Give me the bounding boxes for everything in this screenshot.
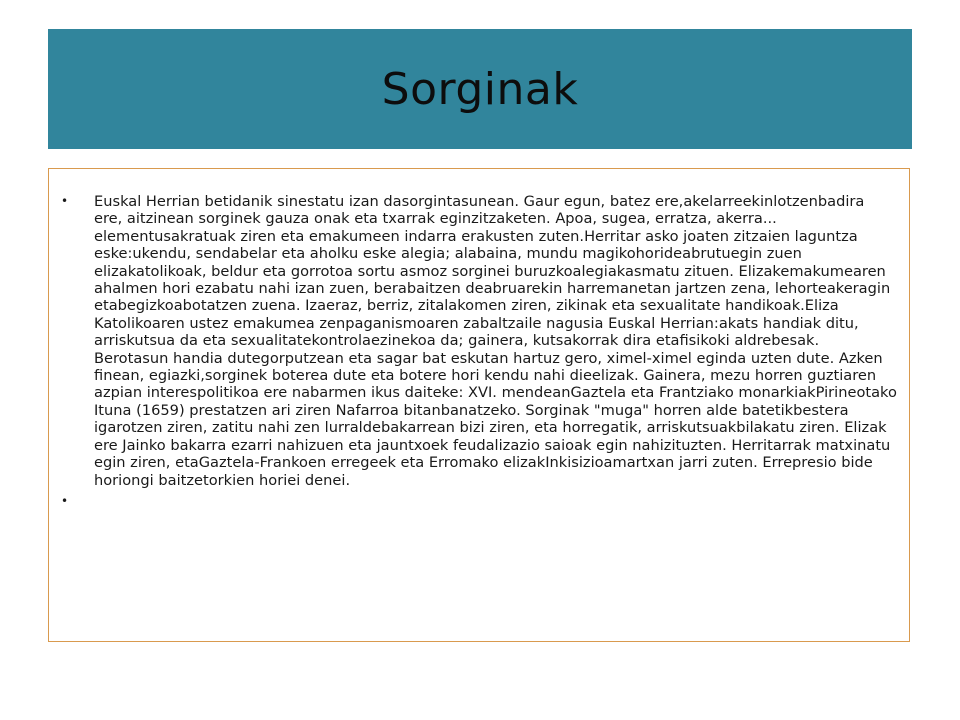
- bullet-text: Euskal Herrian betidanik sinestatu izan dasorgintasunean. Gaur egun, batez ere,akelarreekinlotzenbadira ere, aitzinean sorginek gauza onak eta txarrak eginzitzaketen. Apoa, sugea, erratza, akerra... elementusakratuak ziren eta emakumeen indarra erakusten zuten.Herritar asko joaten zitzaien laguntza eske:ukendu, sendabelar eta aholku eske alegia; alabaina, mundu magikohorideabrutuegin zuen elizakatolikoak, beldur eta gorrotoa sortu asmoz sorginei buruzkoalegiakasmatu zituen. Elizakemakumearen ahalmen hori ezabatu nahi izan zuen, berabaitzen deabruarekin harremanetan jartzen zena, lehorteakeragin etabegizkoabotatzen zuena. Izaeraz, berriz, zitalakomen ziren, zikinak eta sexualitate handikoak.Eliza Katolikoaren ustez emakumea zenpaganismoaren zabaltzaile nagusia Euskal Herrian:akats handiak ditu, arriskutsua da eta sexualitatekontrolaezinekoa da; gainera, kutsakorrak dira etafisikoki aldrebesak. Berotasun handia dutegorputzean eta sagar bat eskutan hartuz gero, ximel-ximel eginda uzten dute. Azken finean, egiazki,sorginek boterea dute eta botere hori kendu nahi dieelizak. Gainera, mezu horren guztiaren azpian interespolitikoa ere nabarmen ikus daiteke: XVI. mendeanGaztela eta Frantziako monarkiakPirineotako Ituna (1659) prestatzen ari ziren Nafarroa bitanbanatzeko. Sorginak "muga" horren alde batetikbestera igarotzen ziren, zatitu nahi zen lurraldebakarrean bizi ziren, eta horregatik, arriskutsuakbilakatu ziren. Elizak ere Jainko bakarra ezarri nahizuen eta jauntxoek feudalizazio saioak egin nahizituzten. Herritarrak matxinatu egin ziren, etaGaztela-Frankoen erregeek eta Erromako elizakInkisizioamartxan jarri zuten. Errepresio bide horiongi baitzetorkien horiei denei.: [94, 193, 897, 489]
- bullet-item: [49, 193, 909, 489]
- slide-title-bar: [48, 29, 912, 149]
- slide-title: Sorginak: [381, 63, 579, 115]
- bullet-list: [49, 193, 909, 510]
- bullet-dot-icon: •: [61, 493, 69, 508]
- slide-content-box: [48, 168, 910, 642]
- bullet-dot-icon: •: [61, 194, 69, 208]
- bullet-item-empty: [49, 493, 909, 510]
